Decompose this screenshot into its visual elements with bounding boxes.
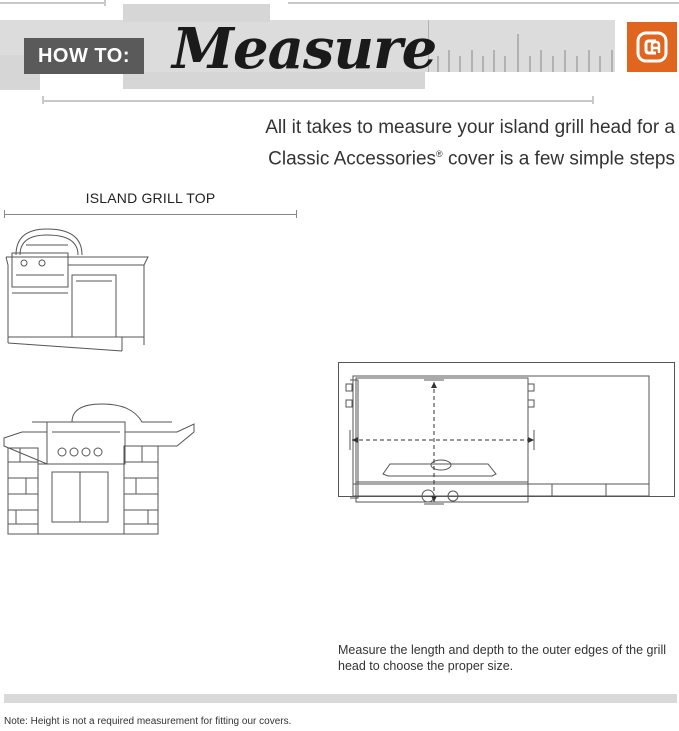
intro-line-2-rest: cover is a few simple steps <box>442 148 675 170</box>
instruction-text: Measure the length and depth to the outer edges of the grill head to choose the proper size. <box>338 643 667 673</box>
registered-mark: ® <box>436 149 443 159</box>
intro-line-2 <box>215 141 675 172</box>
howto-label: HOW TO: <box>37 44 130 67</box>
banner-underline-tick-left <box>42 96 44 104</box>
howto-label-box <box>24 38 144 74</box>
island-grill-stone-icon <box>2 402 197 542</box>
banner-underline-tick-right <box>592 96 594 104</box>
grill-top-view-diagram-icon <box>338 362 676 506</box>
logo-mark-icon <box>635 30 669 64</box>
section-underline-tick-left <box>4 210 5 218</box>
classic-accessories-logo <box>627 22 677 72</box>
section-underline <box>4 214 297 215</box>
top-rule-left-tick <box>104 0 106 6</box>
banner-underline <box>42 100 594 102</box>
footer-note: Note: Height is not a required measurement for fitting our covers. <box>4 716 292 727</box>
footer-divider <box>4 694 677 703</box>
page-title: Measure <box>172 16 437 82</box>
intro-text <box>215 115 675 172</box>
intro-line-2-brand: Classic Accessories <box>268 148 437 170</box>
ruler-ticks <box>428 20 615 72</box>
intro-line-1: All it takes to measure your island grill head for a <box>265 117 675 138</box>
island-grill-top-icon <box>2 225 152 355</box>
top-rule-left <box>0 2 106 4</box>
section-underline-tick-right <box>296 210 297 218</box>
section-label: ISLAND GRILL TOP <box>85 190 216 206</box>
top-rule-right <box>288 2 679 4</box>
